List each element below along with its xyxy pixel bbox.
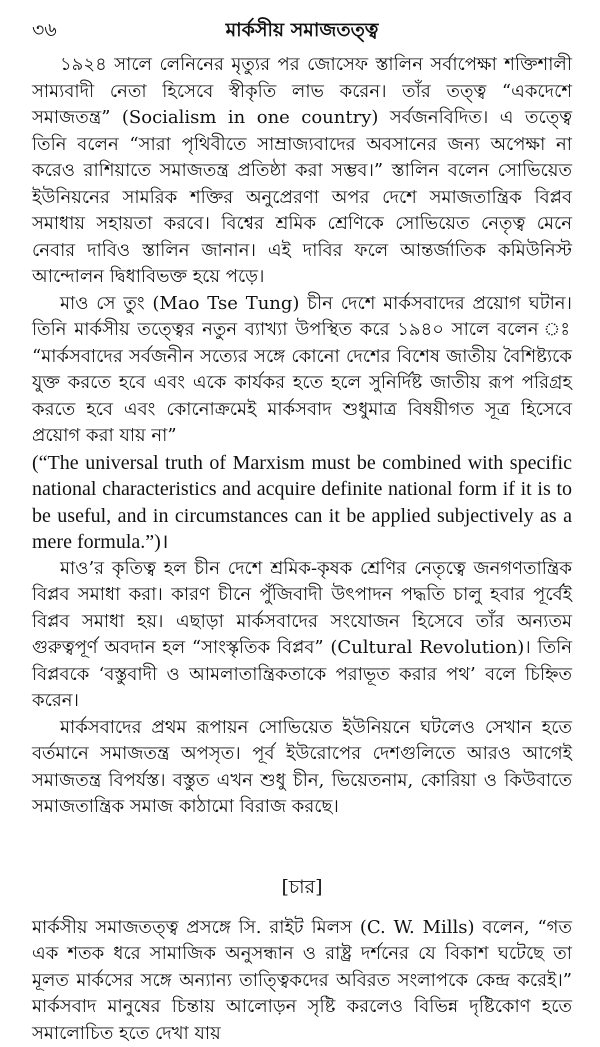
section-heading: [চার] bbox=[32, 873, 572, 905]
page-number: ৩৬ bbox=[32, 16, 57, 48]
paragraph-english-quote: (“The universal truth of Marxism must be combined with specific national characteristics and acquire definite national form if it is to be useful, and in circumstances can it be applied subjectively as a mere formula.”)। bbox=[32, 450, 572, 556]
paragraph-mills: মার্কসীয় সমাজতত্ত্ব প্রসঙ্গে সি. রাইট মিলস (C. W. Mills) বলেন, “গত এক শতক ধরে সামাজিক অনুসন্ধান ও রাষ্ট্র দর্শনের যে বিকাশ ঘটেছে তা মূলত মার্কসের সঙ্গে অন্যান্য তাত্ত্বিকদের অবিরত সংলাপকে কেন্দ্র করেই।” মার্কসবাদ মানুষের চিন্তায় আলোড়ন সৃষ্টি করলেও বিভিন্ন দৃষ্টিকোণ হতে সমালোচিত হতে দেখা যায় bbox=[32, 915, 572, 1047]
paragraph-stalin: ১৯২৪ সালে লেনিনের মৃত্যুর পর জোসেফ স্তালিন সর্বাপেক্ষা শক্তিশালী সাম্যবাদী নেতা হিসেবে স্বীকৃতি লাভ করেন। তাঁর তত্ত্ব “একদেশে সমাজতন্ত্র” (Socialism in one country) সর্বজনবিদিত। এ তত্ত্বে তিনি বলেন “সারা পৃথিবীতে সাম্রাজ্যবাদের অবসানের জন্য অপেক্ষা না করেও রাশিয়াতে সমাজতন্ত্র প্রতিষ্ঠা করা সম্ভব।” স্তালিন বলেন সোভিয়েত ইউনিয়নের সামরিক শক্তির অনুপ্রেরণা অপর দেশে সমাজতান্ত্রিক বিপ্লব সমাধায় সহায়তা করবে। বিশ্বের শ্রমিক শ্রেণিকে সোভিয়েত নেতৃত্ব মেনে নেবার দাবিও স্তালিন জানান। এই দাবির ফলে আন্তর্জাতিক কমিউনিস্ট আন্দোলন দ্বিধাবিভক্ত হয়ে পড়ে। bbox=[32, 52, 572, 291]
paragraph-mao-achievement: মাও’র কৃতিত্ব হল চীন দেশে শ্রমিক-কৃষক শ্রেণির নেতৃত্বে জনগণতান্ত্রিক বিপ্লব সমাধা করা। কারণ চীনে পুঁজিবাদী উৎপাদন পদ্ধতি চালু হবার পূর্বেই বিপ্লব সমাধা হয়। এছাড়া মার্কসবাদের সংযোজন হিসেবে তাঁর অন্যতম গুরুত্বপূর্ণ অবদান হল “সাংস্কৃতিক বিপ্লব” (Cultural Revolution)। তিনি বিপ্লবকে ‘বস্তুবাদী ও আমলাতান্ত্রিকতাকে পরাভূত করার পথ’ বলে চিহ্নিত করেন। bbox=[32, 556, 572, 715]
page-header bbox=[32, 0, 572, 52]
paragraph-mao: মাও সে তুং (Mao Tse Tung) চীন দেশে মার্কসবাদের প্রয়োগ ঘটান। তিনি মার্কসীয় তত্ত্বের নতুন ব্যাখ্যা উপস্থিত করে ১৯৪০ সালে বলেন ঃ “মার্কসবাদের সর্বজনীন সত্যের সঙ্গে কোনো দেশের বিশেষ জাতীয় বৈশিষ্ট্যকে যুক্ত করতে হবে এবং একে কার্যকর হতে হলে সুনির্দিষ্ট জাতীয় রূপ পরিগ্রহ করতে হবে এবং কোনোক্রমেই মার্কসবাদ শুধুমাত্র বিষয়ীগত সূত্র হিসেবে প্রয়োগ করা যায় না” bbox=[32, 291, 572, 450]
paragraph-socialism-today: মার্কসবাদের প্রথম রূপায়ন সোভিয়েত ইউনিয়নে ঘটলেও সেখান হতে বর্তমানে সমাজতন্ত্র অপসৃত। পূর্ব ইউরোপের দেশগুলিতে আরও আগেই সমাজতন্ত্র বিপর্যস্ত। বস্তুত এখন শুধু চীন, ভিয়েতনাম, কোরিয়া ও কিউবাতে সমাজতান্ত্রিক সমাজ কাঠামো বিরাজ করছে। bbox=[32, 715, 572, 821]
running-title: মার্কসীয় সমাজতত্ত্ব bbox=[32, 16, 572, 48]
